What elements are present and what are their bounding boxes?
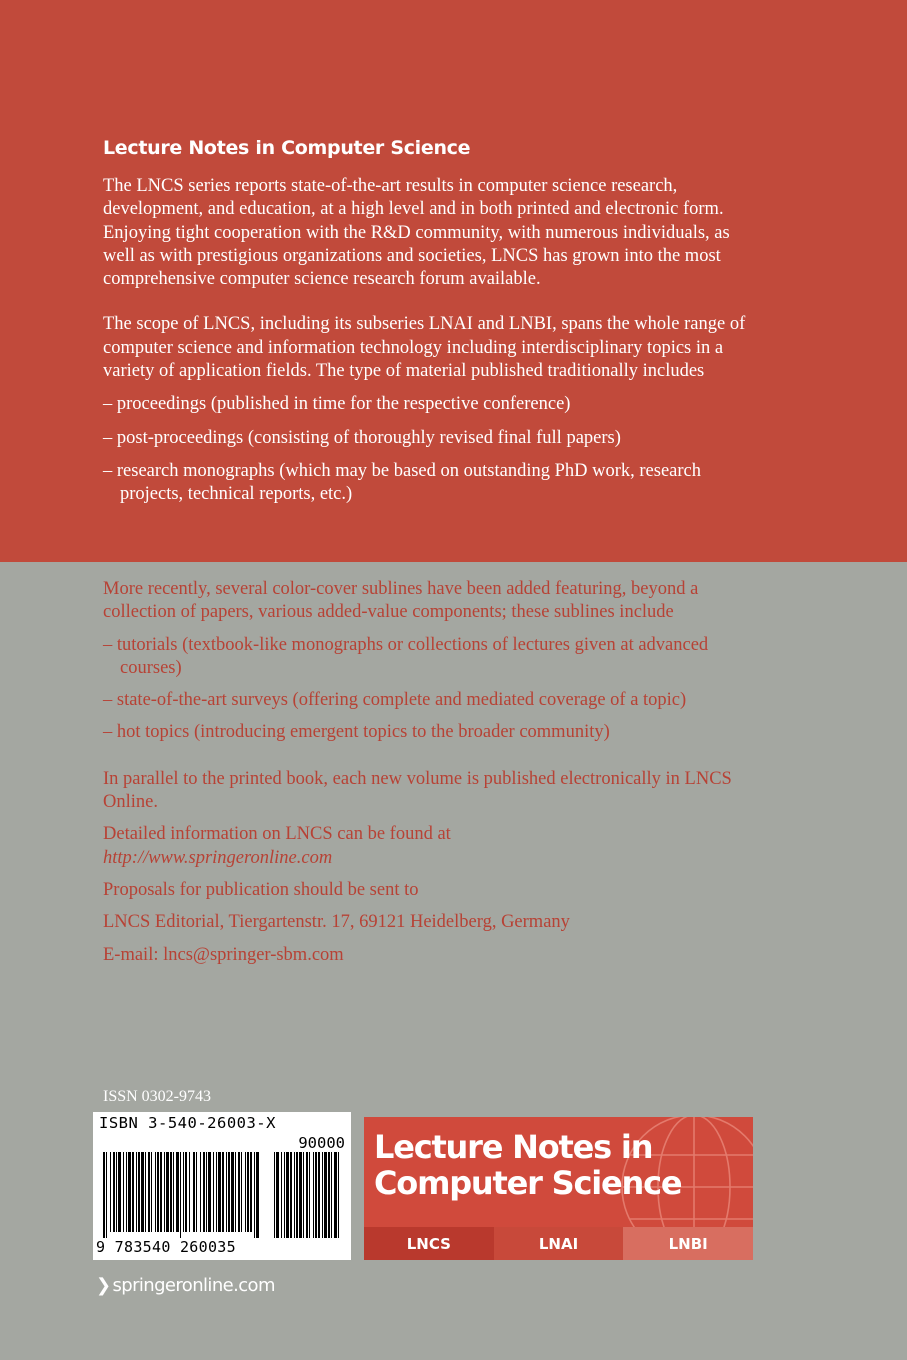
list-item: – hot topics (introducing emergent topics to the broader community) bbox=[103, 722, 610, 743]
scope-paragraph: The scope of LNCS, including its subseries LNAI and LNBI, spans the whole range of computer science and information technology including interdisciplinary topics in a variety of application fields. The type of material published traditionally includes bbox=[103, 314, 746, 382]
barcode-bars bbox=[97, 1152, 347, 1238]
barcode-addon-bar bbox=[294, 1152, 295, 1238]
barcode-bar bbox=[213, 1152, 214, 1232]
barcode-bar bbox=[128, 1152, 131, 1232]
barcode-addon-bar bbox=[338, 1152, 339, 1238]
logo-line: Lecture Notes in bbox=[374, 1128, 653, 1166]
barcode-bar bbox=[203, 1152, 205, 1232]
editorial-address: LNCS Editorial, Tiergartenstr. 17, 69121 Heidelberg, Germany bbox=[103, 912, 570, 933]
list-item: – proceedings (published in time for the respective conference) bbox=[103, 394, 571, 415]
barcode-addon-bar bbox=[306, 1152, 308, 1238]
barcode-addon-bar bbox=[299, 1152, 302, 1238]
barcode-bar bbox=[116, 1152, 117, 1232]
barcode-bar bbox=[136, 1152, 137, 1232]
barcode-bar bbox=[245, 1152, 246, 1232]
logo-subseries-bar bbox=[364, 1227, 753, 1260]
barcode-bar bbox=[254, 1152, 255, 1238]
barcode-addon-bar bbox=[318, 1152, 320, 1238]
barcode-bar bbox=[123, 1152, 124, 1232]
barcode-bar bbox=[216, 1152, 217, 1232]
series-title: Lecture Notes in Computer Science bbox=[103, 137, 471, 159]
barcode-bar bbox=[118, 1152, 121, 1232]
barcode-bar bbox=[231, 1152, 234, 1232]
barcode-bar bbox=[226, 1152, 227, 1232]
barcode-addon-bar bbox=[334, 1152, 337, 1238]
barcode-bar bbox=[155, 1152, 156, 1232]
barcode-bar bbox=[132, 1152, 134, 1232]
sublines-paragraph: More recently, several color-cover sublines have been added featuring, beyond a collection of papers, various added-value components; these sublines include bbox=[103, 579, 699, 623]
barcode-bar bbox=[160, 1152, 162, 1232]
upper-text-column bbox=[103, 175, 763, 507]
barcode-addon-bar bbox=[324, 1152, 327, 1238]
issn: ISSN 0302-9743 bbox=[103, 1088, 212, 1105]
barcode-bar bbox=[126, 1152, 127, 1232]
barcode-bar bbox=[138, 1152, 140, 1232]
barcode-bar bbox=[228, 1152, 230, 1232]
barcode-bar bbox=[185, 1152, 187, 1232]
list-item: – research monographs (which may be based on outstanding PhD work, research projects, technical reports, etc.) bbox=[103, 460, 701, 505]
barcode-bar bbox=[113, 1152, 115, 1232]
chevron-right-icon: ❯ bbox=[96, 1275, 111, 1296]
barcode-number: 9 783540 260035 bbox=[96, 1238, 236, 1256]
barcode-bar bbox=[106, 1152, 107, 1238]
series-logo bbox=[364, 1117, 753, 1260]
barcode-bar bbox=[193, 1152, 195, 1232]
barcode-addon-bar bbox=[286, 1152, 289, 1238]
barcode-addon-bar bbox=[274, 1152, 275, 1238]
info-url: http://www.springeronline.com bbox=[103, 847, 333, 868]
barcode-bar bbox=[218, 1152, 221, 1232]
barcode-addon-bar bbox=[281, 1152, 282, 1238]
list-item: – tutorials (textbook-like monographs or collections of lectures given at advanced courses) bbox=[103, 634, 709, 678]
barcode-bar bbox=[247, 1152, 249, 1232]
barcode-bar bbox=[250, 1152, 252, 1232]
barcode-addon-bar bbox=[315, 1152, 317, 1238]
barcode-bar bbox=[238, 1152, 240, 1232]
barcode-bar bbox=[180, 1152, 181, 1238]
logo-title bbox=[374, 1129, 681, 1201]
footer-link[interactable] bbox=[96, 1275, 275, 1296]
list-item: – post-proceedings (consisting of thoroughly revised final full papers) bbox=[103, 427, 621, 448]
barcode-bar bbox=[110, 1152, 111, 1232]
editorial-email: E-mail: lncs@springer-sbm.com bbox=[103, 944, 344, 965]
proposals-label: Proposals for publication should be sent to bbox=[103, 879, 419, 900]
barcode-bar bbox=[196, 1152, 197, 1232]
list-item: – state-of-the-art surveys (offering complete and mediated coverage of a topic) bbox=[103, 690, 687, 711]
barcode-bar bbox=[145, 1152, 146, 1232]
barcode-bar bbox=[208, 1152, 211, 1232]
isbn-text: ISBN 3-540-26003-X bbox=[99, 1114, 276, 1132]
barcode-addon-bar bbox=[284, 1152, 285, 1238]
barcode-bar bbox=[166, 1152, 169, 1232]
barcode-bar bbox=[241, 1152, 242, 1232]
online-note: In parallel to the printed book, each new volume is published electronically in LNCS Online. bbox=[103, 768, 732, 813]
barcode-bar bbox=[151, 1152, 152, 1232]
barcode-addon-bar bbox=[328, 1152, 330, 1238]
logo-line: Computer Science bbox=[374, 1164, 682, 1202]
barcode-bar bbox=[183, 1152, 184, 1232]
barcode-addon: 90000 bbox=[298, 1134, 345, 1152]
info-label: Detailed information on LNCS can be found at bbox=[103, 824, 451, 845]
barcode-bar bbox=[157, 1152, 159, 1232]
barcode-addon-bar bbox=[309, 1152, 310, 1238]
barcode-addon-bar bbox=[296, 1152, 298, 1238]
barcode-bar bbox=[189, 1152, 190, 1232]
barcode-addon-bar bbox=[290, 1152, 292, 1238]
barcode-addon-bar bbox=[322, 1152, 323, 1238]
isbn-barcode bbox=[93, 1112, 351, 1260]
barcode-bar bbox=[206, 1152, 207, 1232]
barcode-addon-bar bbox=[313, 1152, 314, 1238]
barcode-addon-bar bbox=[276, 1152, 279, 1238]
barcode-addon-bar bbox=[331, 1152, 332, 1238]
barcode-bar bbox=[256, 1152, 259, 1238]
barcode-bar bbox=[235, 1152, 236, 1232]
barcode-bar bbox=[176, 1152, 179, 1232]
lower-text-column bbox=[103, 578, 763, 967]
barcode-bar bbox=[200, 1152, 201, 1232]
barcode-bar bbox=[103, 1152, 105, 1238]
barcode-bar bbox=[170, 1152, 172, 1232]
barcode-bar bbox=[148, 1152, 150, 1232]
footer-site: springeronline.com bbox=[112, 1275, 275, 1296]
barcode-addon-bar bbox=[303, 1152, 304, 1238]
logo-tab-lnbi: LNBI bbox=[623, 1227, 753, 1260]
barcode-bar bbox=[173, 1152, 174, 1232]
barcode-bar bbox=[164, 1152, 165, 1232]
logo-tab-lncs: LNCS bbox=[364, 1227, 494, 1260]
logo-tab-lnai: LNAI bbox=[494, 1227, 624, 1260]
barcode-bar bbox=[222, 1152, 224, 1232]
intro-paragraph: The LNCS series reports state-of-the-art results in computer science research, development, and education, at a high level and in both printed and electronic form. Enjoying tight cooperation with the R&D community, with numerous individuals, as well as with prestigious organizations and societies, LNCS has grown into the most comprehensive computer science research forum available. bbox=[103, 176, 730, 290]
barcode-bar bbox=[141, 1152, 144, 1232]
